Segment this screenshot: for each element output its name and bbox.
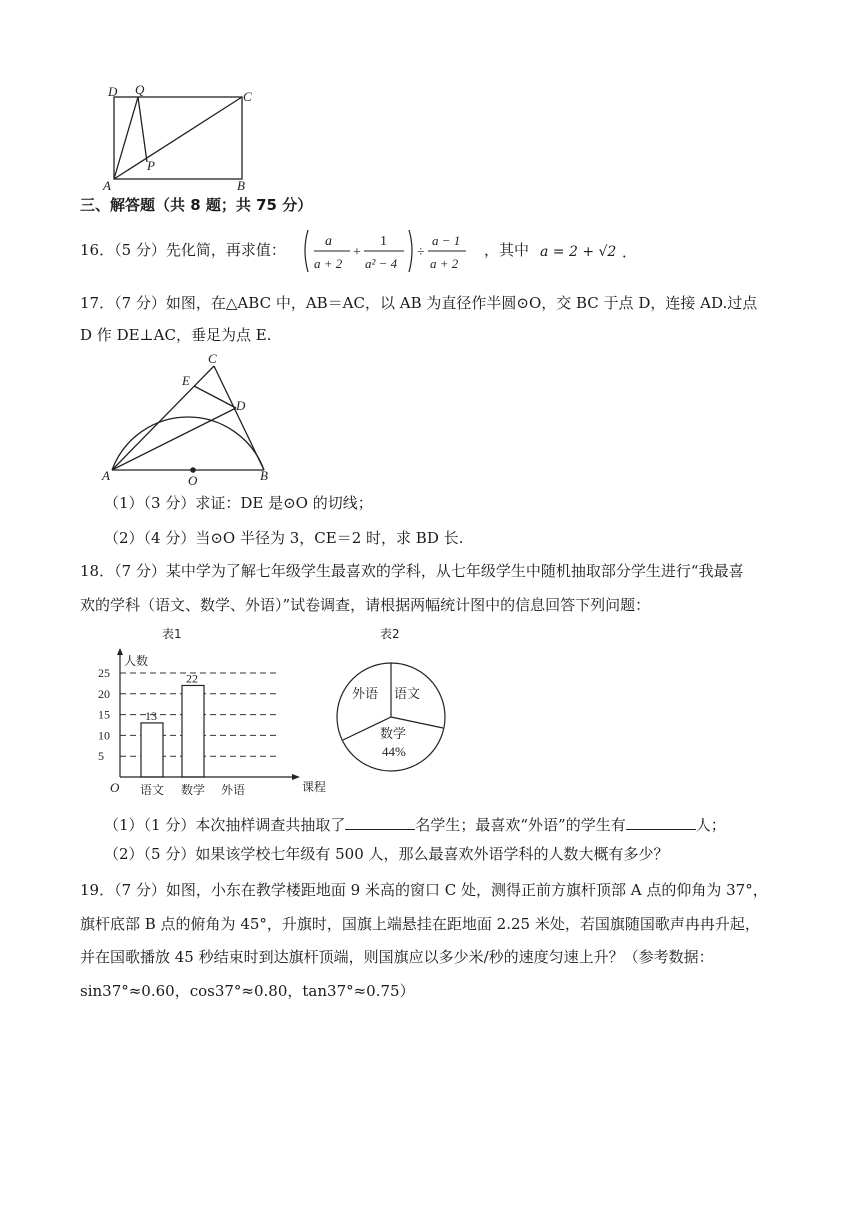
q16-prefix: 16．（5 分）先化简，再求值： (80, 241, 286, 259)
slice-label-shuxue: 数学 (380, 726, 407, 741)
semicircle-figure (96, 350, 276, 488)
y-axis-label: 人数 (124, 654, 149, 668)
div-sign: ÷ (417, 245, 425, 260)
bar-1 (182, 685, 204, 777)
label-b: B (237, 178, 245, 193)
x-category-label: 数学 (181, 783, 206, 797)
x-category-label: 语文 (140, 783, 165, 797)
bar-0 (141, 723, 163, 777)
q16-end: ． (622, 243, 638, 261)
label-o: O (188, 473, 198, 488)
slice-value-shuxue: 44% (382, 744, 406, 759)
bar-data-label: 22 (186, 671, 198, 686)
pie-chart (328, 622, 488, 772)
frac1-den: a + 2 (314, 256, 343, 271)
chart-title: 表1 (162, 627, 182, 641)
origin-label: O (110, 780, 120, 795)
q16-mid: ，其中 (484, 241, 530, 259)
q17-sub1: （1）（3 分）求证：DE 是⊙O 的切线； (104, 494, 373, 512)
label-d: D (108, 84, 118, 99)
q19-line4: sin37°≈0.60，cos37°≈0.80，tan37°≈0.75） (80, 982, 415, 1000)
q17-line1: 17．（7 分）如图，在△ABC 中，AB＝AC，以 AB 为直径作半圆⊙O，交 BC 于点 D，连接 AD.过点 (80, 294, 758, 312)
q18-line1: 18．（7 分）某中学为了解七年级学生最喜欢的学科，从七年级学生中随机抽取部分学生进行“我最喜 (80, 562, 744, 580)
chart-title: 表2 (380, 627, 400, 641)
label-e: E (182, 373, 190, 388)
y-tick-label: 25 (98, 666, 110, 680)
slice-label-waiyu: 外语 (352, 686, 379, 701)
label-a: A (103, 178, 111, 193)
answer-blank-total[interactable] (345, 815, 415, 830)
q18-sub1-part-a: （1）（1 分）本次抽样调查共抽取了 (104, 816, 346, 834)
q17-line2: D 作 DE⊥AC，垂足为点 E. (80, 326, 272, 344)
x-category-label: 外语 (221, 783, 246, 797)
center-o (190, 467, 196, 473)
segment-qp (138, 97, 147, 162)
frac3-num: a − 1 (432, 233, 461, 248)
slice-label-yuwen: 语文 (394, 686, 421, 701)
bar-data-label: 13 (145, 708, 157, 723)
rectangle-figure (100, 82, 270, 194)
q19-line2: 旗杆底部 B 点的俯角为 45°，升旗时，国旗上端悬挂在距地面 2.25 米处，若国旗随国歌声冉冉升起， (80, 915, 760, 933)
segment-de (194, 386, 236, 408)
y-tick-label: 20 (98, 686, 110, 701)
q18-sub1-part-c: 人； (695, 816, 726, 834)
section-heading: 三、解答题（共 8 题；共 75 分） (80, 196, 313, 214)
frac2-den: a² − 4 (365, 256, 398, 271)
q19-line3: 并在国歌播放 45 秒结束时到达旗杆顶端，则国旗应以多少米/秒的速度匀速上升？（参考数据： (80, 948, 714, 966)
segment-ad (112, 408, 236, 470)
y-axis-arrow (117, 648, 123, 655)
q18-line2: 欢的学科（语文、数学、外语）”试卷调查，请根据两幅统计图中的信息回答下列问题： (80, 596, 651, 614)
frac1-num: a (325, 234, 332, 249)
frac2-num: 1 (380, 234, 387, 249)
semicircle-arc (112, 417, 264, 470)
q18-sub1-part-b: 名学生；最喜欢“外语”的学生有 (415, 816, 626, 834)
label-p: P (147, 158, 155, 173)
x-axis-arrow (292, 774, 300, 780)
y-tick-label: 5 (98, 749, 104, 764)
label-q: Q (135, 82, 145, 97)
q17-sub2: （2）（4 分）当⊙O 半径为 3，CE＝2 时，求 BD 长. (104, 529, 464, 547)
right-paren (409, 230, 412, 272)
left-paren (305, 230, 308, 272)
segment-cb (214, 366, 264, 470)
frac3-den: a + 2 (430, 256, 459, 271)
x-axis-label: 课程 (302, 780, 327, 794)
y-tick-label: 10 (98, 728, 110, 743)
label-c: C (208, 351, 217, 366)
bar-chart (90, 622, 335, 802)
label-d: D (236, 398, 246, 413)
q18-sub2: （2）（5 分）如果该学校七年级有 500 人，那么最喜欢外语学科的人数大概有多少？ (104, 845, 669, 863)
y-tick-label: 15 (98, 707, 110, 722)
q16-condition: a = 2 + √2 (540, 244, 617, 260)
q19-line1: 19．（7 分）如图，小东在教学楼距地面 9 米高的窗口 C 处，测得正前方旗杆顶部 A 点的仰角为 37°， (80, 881, 768, 899)
label-a: A (102, 468, 110, 483)
plus-sign: + (353, 245, 361, 260)
answer-blank-waiyu[interactable] (626, 815, 696, 830)
q18-sub1 (104, 815, 726, 833)
diagonal-ac (114, 97, 242, 179)
label-c: C (243, 89, 252, 104)
label-b: B (260, 468, 268, 483)
